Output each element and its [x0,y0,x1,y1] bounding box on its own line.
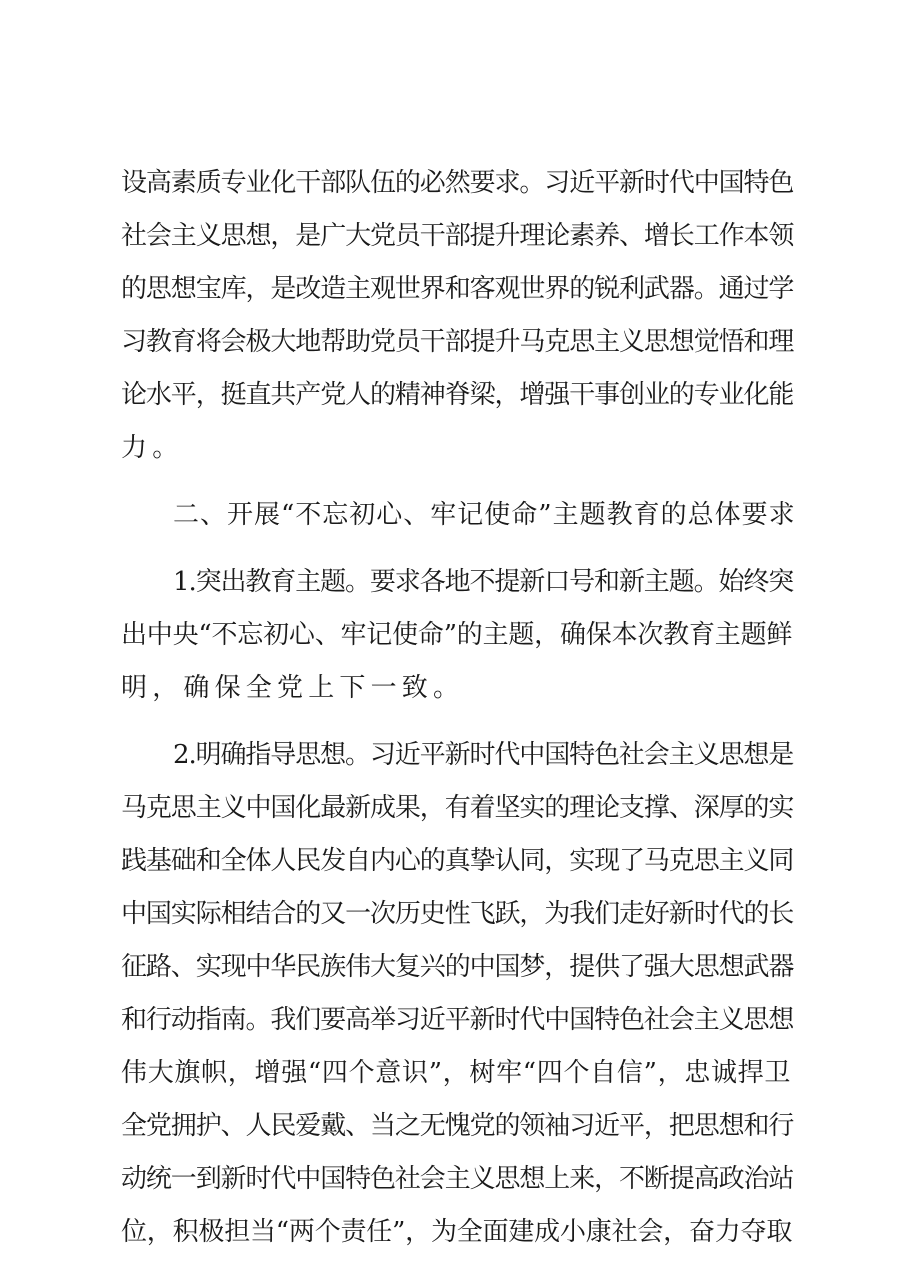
text-line: 马克思主义中国化最新成果，有着坚实的理论支撑、深厚的实 [121,793,794,823]
list-item-1 [121,556,797,729]
text-line: 2.明确指导思想。习近平新时代中国特色社会主义思想是 [173,740,794,770]
text-line: 征路、实现中华民族伟大复兴的中国梦，提供了强大思想武器 [121,952,794,982]
text-line: 的思想宝库，是改造主观世界和客观世界的锐利武器。通过学 [121,274,794,304]
text-line: 出中央“不忘初心、牢记使命”的主题，确保本次教育主题鲜 [121,620,793,650]
paragraph-continued [121,157,797,489]
text-line: 位，积极担当“两个责任”，为全面建成小康社会，奋力夺取 [121,1217,793,1247]
text-line: 设高素质专业化干部队伍的必然要求。习近平新时代中国特色 [121,168,794,198]
text-line: 和行动指南。我们要高举习近平新时代中国特色社会主义思想 [121,1005,794,1035]
text-line: 中国实际相结合的又一次历史性飞跃，为我们走好新时代的长 [121,899,794,929]
text-line: 动统一到新时代中国特色社会主义思想上来，不断提高政治站 [121,1164,794,1194]
text-line: 论水平，挺直共产党人的精神脊梁，增强干事创业的专业化能 [121,380,794,410]
text-line: 践基础和全体人民发自内心的真挚认同，实现了马克思主义同 [121,846,794,876]
text-line: 力。 [121,433,184,463]
text-line: 1.突出教育主题。要求各地不提新口号和新主题。始终突 [173,567,794,597]
text-line: 全党拥护、人民爱戴、当之无愧党的领袖习近平，把思想和行 [121,1111,794,1141]
document-body [121,157,797,1259]
text-line: 社会主义思想，是广大党员干部提升理论素养、增长工作本领 [121,221,794,251]
list-item-2 [121,729,797,1259]
text-line: 明，确保全党上下一致。 [121,673,465,703]
heading-text: 二、开展“不忘初心、牢记使命”主题教育的总体要求 [173,500,796,530]
section-heading [121,489,797,556]
text-line: 伟大旗帜，增强“四个意识”，树牢“四个自信”，忠诚捍卫 [121,1058,792,1088]
text-line: 习教育将会极大地帮助党员干部提升马克思主义思想觉悟和理 [121,327,794,357]
